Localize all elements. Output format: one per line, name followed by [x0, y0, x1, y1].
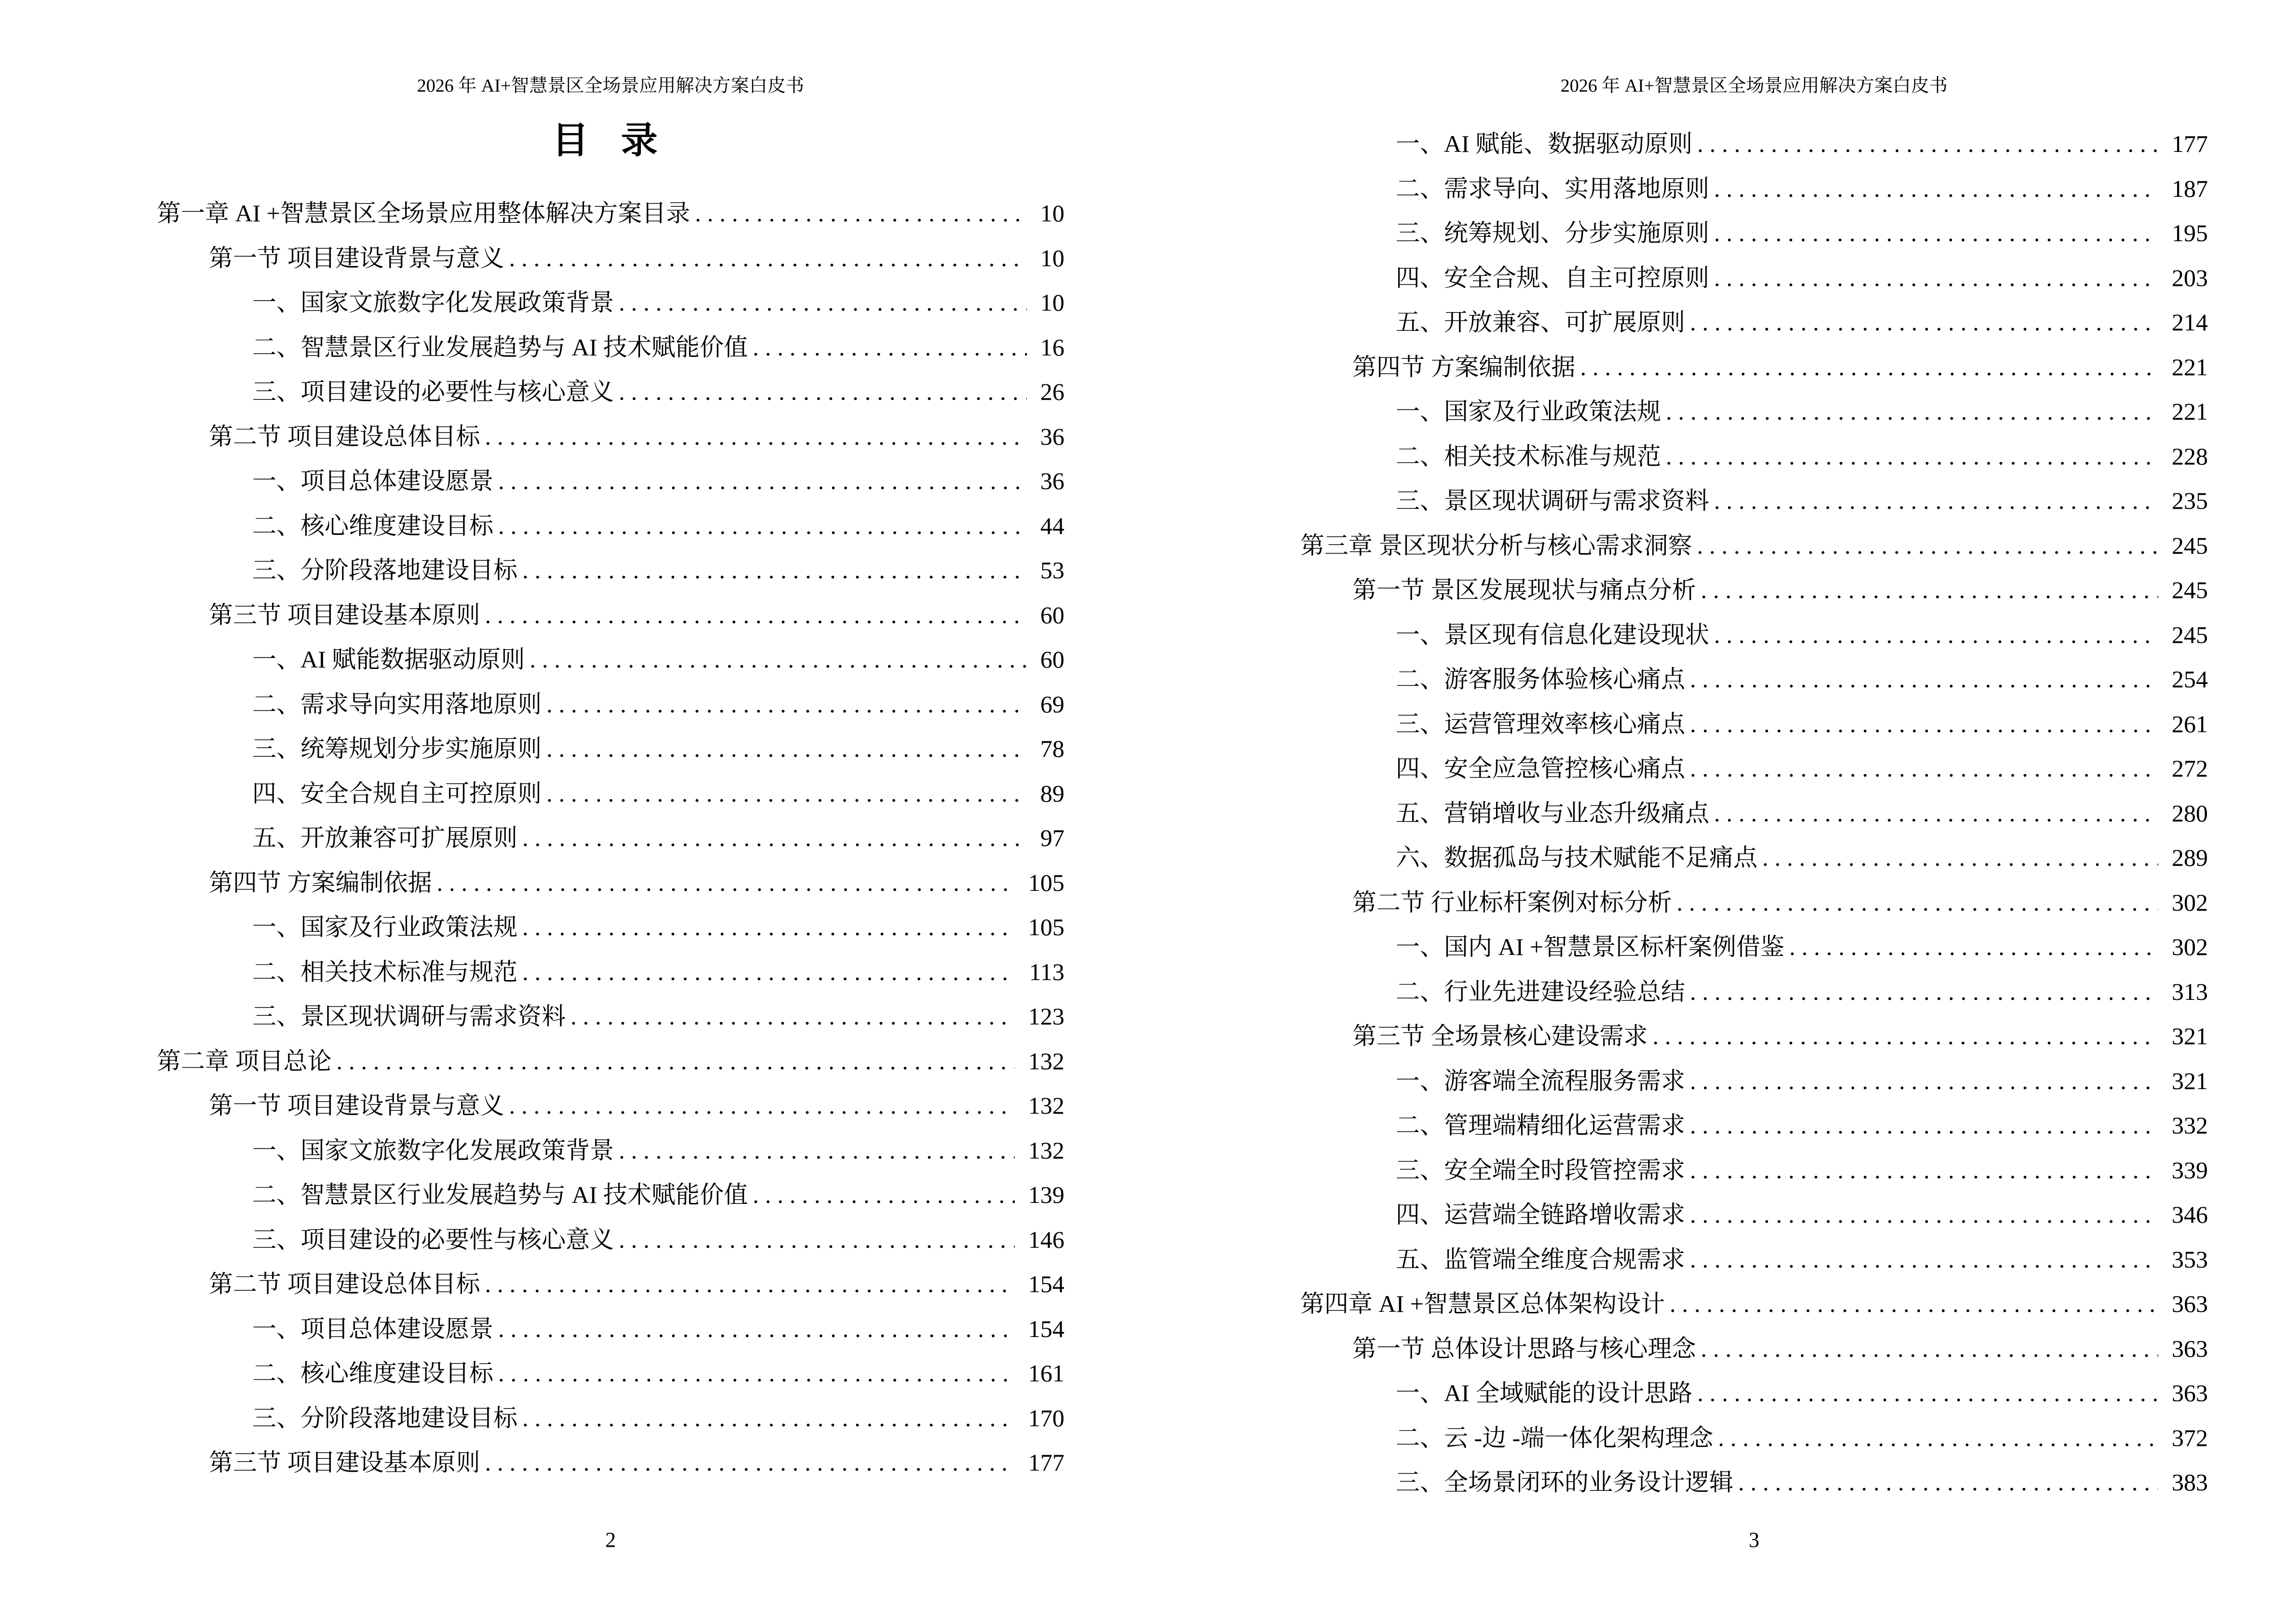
toc-entry[interactable]	[157, 548, 1064, 593]
toc-entry-label: 第一节 项目建设背景与意义	[209, 1092, 504, 1119]
toc-leader-dots	[1697, 122, 2158, 166]
toc-entry[interactable]	[1300, 1237, 2208, 1282]
toc-leader-dots	[619, 1128, 1015, 1173]
toc-entry-label: 第一章 AI +智慧景区全场景应用整体解决方案目录	[157, 200, 690, 227]
toc-entry-page: 289	[2172, 844, 2208, 871]
toc-leader-dots	[1690, 1237, 2158, 1282]
toc-entry-page: 195	[2172, 219, 2208, 246]
toc-entry[interactable]	[157, 504, 1064, 548]
toc-entry[interactable]	[157, 1307, 1064, 1351]
toc-entry-label: 第二节 项目建设总体目标	[209, 1270, 480, 1297]
toc-entry[interactable]	[1300, 434, 2208, 479]
toc-entry[interactable]	[157, 1262, 1064, 1307]
toc-entry-label: 二、相关技术标准与规范	[1396, 442, 1661, 470]
toc-leader-dots	[1690, 657, 2158, 702]
toc-entry-page: 372	[2172, 1424, 2208, 1451]
toc-leader-dots	[1738, 1460, 2158, 1505]
toc-leader-dots	[485, 414, 1027, 459]
toc-leader-dots	[498, 1351, 1015, 1396]
toc-entry-page: 97	[1040, 824, 1064, 851]
toc-entry-page: 36	[1040, 467, 1064, 494]
toc-entry-label: 三、分阶段落地建设目标	[252, 557, 517, 584]
toc-entry[interactable]	[157, 280, 1064, 325]
toc-leader-dots	[498, 504, 1027, 548]
toc-entry-label: 三、统筹规划分步实施原则	[252, 735, 542, 762]
toc-entry-label: 四、安全合规自主可控原则	[252, 779, 542, 807]
toc-entry-label: 二、相关技术标准与规范	[252, 958, 517, 985]
toc-entry-page: 221	[2172, 353, 2208, 381]
toc-entry-label: 二、管理端精细化运营需求	[1396, 1112, 1685, 1139]
toc-entry-label: 第四节 方案编制依据	[209, 869, 432, 896]
toc-leader-dots	[571, 994, 1015, 1039]
toc-leader-dots	[1701, 568, 2159, 613]
toc-leader-dots	[546, 726, 1027, 771]
toc-entry-label: 第四章 AI +智慧景区总体架构设计	[1300, 1290, 1665, 1317]
toc-entry-page: 161	[1028, 1360, 1064, 1387]
toc-leader-dots	[1789, 925, 2158, 969]
toc-entry-page: 332	[2172, 1112, 2208, 1139]
toc-leader-dots	[1718, 1416, 2158, 1460]
toc-entry-page: 272	[2172, 755, 2208, 782]
toc-leader-dots	[1690, 1059, 2158, 1104]
page-3-content	[1300, 0, 2208, 1624]
toc-leader-dots	[619, 1217, 1015, 1262]
toc-entry-label: 第二节 项目建设总体目标	[209, 423, 480, 450]
toc-entry[interactable]	[157, 414, 1064, 459]
toc-leader-dots	[619, 280, 1027, 325]
toc-entry-page: 105	[1028, 869, 1064, 896]
toc-entry-page: 177	[2172, 130, 2208, 157]
toc-entry[interactable]	[1300, 1148, 2208, 1193]
toc-entry-label: 四、运营端全链路增收需求	[1396, 1201, 1685, 1228]
toc-leader-dots	[1653, 1014, 2159, 1059]
toc-leader-dots	[753, 325, 1027, 370]
toc-entry-label: 五、营销增收与业态升级痛点	[1396, 799, 1709, 827]
toc-leader-dots	[1690, 300, 2158, 345]
toc-entry[interactable]	[1300, 345, 2208, 390]
toc-entry-label: 一、项目总体建设愿景	[252, 467, 493, 494]
toc-entry-page: 313	[2172, 978, 2208, 1005]
toc-entry-label: 二、云 -边 -端一体化架构理念	[1396, 1424, 1714, 1451]
toc-entry[interactable]	[1300, 1416, 2208, 1460]
toc-leader-dots	[546, 771, 1027, 816]
toc-entry-label: 一、AI 全域赋能的设计思路	[1396, 1379, 1693, 1406]
toc-entry[interactable]	[157, 325, 1064, 370]
toc-entry[interactable]	[1300, 211, 2208, 256]
toc-entry[interactable]	[1300, 1059, 2208, 1104]
toc-entry-label: 三、统筹规划、分步实施原则	[1396, 219, 1709, 246]
toc-leader-dots	[1714, 166, 2158, 211]
toc-entry-page: 261	[2172, 710, 2208, 737]
toc-entry[interactable]	[1300, 1192, 2208, 1237]
toc-entry[interactable]	[157, 771, 1064, 816]
toc-entry-page: 221	[2172, 398, 2208, 425]
toc-entry[interactable]	[1300, 925, 2208, 969]
toc-entry[interactable]	[1300, 478, 2208, 523]
toc-title: 目 录	[552, 121, 669, 161]
toc-entry-label: 五、开放兼容、可扩展原则	[1396, 309, 1685, 336]
toc-entry-page: 10	[1040, 244, 1064, 272]
toc-leader-dots	[1714, 256, 2158, 300]
toc-entry[interactable]	[1300, 746, 2208, 791]
toc-entry[interactable]	[1300, 1326, 2208, 1371]
toc-entry-label: 三、项目建设的必要性与核心意义	[252, 1226, 614, 1253]
toc-entry[interactable]	[157, 459, 1064, 504]
toc-entry-label: 二、游客服务体验核心痛点	[1396, 666, 1685, 693]
toc-leader-dots	[509, 1083, 1015, 1128]
toc-entry[interactable]	[157, 950, 1064, 995]
toc-entry[interactable]	[1300, 1371, 2208, 1416]
toc-entry-label: 一、项目总体建设愿景	[252, 1315, 493, 1342]
toc-leader-dots	[498, 1307, 1015, 1351]
toc-entry[interactable]	[1300, 613, 2208, 657]
toc-entry-label: 一、国内 AI +智慧景区标杆案例借鉴	[1396, 933, 1784, 960]
toc-leader-dots	[1690, 1148, 2158, 1193]
toc-entry[interactable]	[157, 726, 1064, 771]
toc-entry[interactable]	[157, 1128, 1064, 1173]
toc-entry[interactable]	[157, 1217, 1064, 1262]
toc-leader-dots	[530, 637, 1027, 682]
toc-leader-dots	[1670, 1282, 2158, 1326]
toc-entry-page: 353	[2172, 1245, 2208, 1273]
toc-entry-page: 170	[1028, 1404, 1064, 1432]
toc-entry-label: 三、景区现状调研与需求资料	[252, 1003, 566, 1030]
toc-entry[interactable]	[1300, 702, 2208, 747]
toc-entry[interactable]	[1300, 122, 2208, 166]
toc-entry[interactable]	[1300, 166, 2208, 211]
toc-leader-dots	[498, 459, 1027, 504]
toc-entry-label: 一、国家文旅数字化发展政策背景	[252, 1136, 614, 1164]
toc-entry[interactable]	[1300, 657, 2208, 702]
toc-leader-dots	[753, 1173, 1015, 1217]
toc-entry-page: 105	[1028, 914, 1064, 941]
toc-leader-dots	[1714, 613, 2158, 657]
toc-entry-page: 339	[2172, 1156, 2208, 1184]
toc-entry[interactable]	[157, 236, 1064, 281]
toc-entry-label: 第三章 景区现状分析与核心需求洞察	[1300, 532, 1692, 559]
toc-entry-page: 132	[1028, 1047, 1064, 1075]
page-number-right: 3	[1749, 1528, 1759, 1552]
running-header: 2026 年 AI+智慧景区全场景应用解决方案白皮书	[1560, 76, 1948, 96]
toc-entry[interactable]	[1300, 523, 2208, 568]
toc-entry-label: 四、安全应急管控核心痛点	[1396, 755, 1685, 782]
toc-leader-dots	[1701, 1326, 2159, 1371]
toc-entry-page: 26	[1040, 378, 1064, 405]
toc-leader-dots	[437, 860, 1015, 905]
toc-entry-page: 78	[1040, 735, 1064, 762]
toc-entry-page: 154	[1028, 1315, 1064, 1342]
toc-entry-label: 三、项目建设的必要性与核心意义	[252, 378, 614, 405]
toc-leader-dots	[1580, 345, 2159, 390]
toc-entry-page: 36	[1040, 423, 1064, 450]
toc-leader-dots	[546, 682, 1027, 727]
toc-entry[interactable]	[157, 637, 1064, 682]
toc-entry-label: 三、安全端全时段管控需求	[1396, 1156, 1685, 1184]
toc-entry-page: 123	[1028, 1003, 1064, 1030]
toc-leader-dots	[1697, 523, 2159, 568]
page-2-content	[157, 0, 1064, 1624]
toc-entry-label: 第一节 项目建设背景与意义	[209, 244, 504, 272]
toc-entry-page: 60	[1040, 646, 1064, 673]
toc-entry-page: 132	[1028, 1092, 1064, 1119]
toc-entry[interactable]	[157, 994, 1064, 1039]
toc-entry-page: 245	[2172, 532, 2208, 559]
toc-entry-label: 五、监管端全维度合规需求	[1396, 1245, 1685, 1273]
toc-entry-page: 245	[2172, 621, 2208, 648]
toc-entry[interactable]	[1300, 1014, 2208, 1059]
toc-entry[interactable]	[1300, 791, 2208, 836]
toc-entry[interactable]	[157, 1351, 1064, 1396]
toc-leader-dots	[1714, 791, 2158, 836]
toc-leader-dots	[1714, 211, 2158, 256]
toc-leader-dots	[1666, 434, 2158, 479]
toc-leader-dots	[619, 369, 1027, 414]
toc-entry-label: 一、AI 赋能数据驱动原则	[252, 646, 525, 673]
toc-leader-dots	[1666, 389, 2158, 434]
toc-leader-dots	[1762, 835, 2158, 880]
toc-leader-dots	[1690, 969, 2158, 1014]
toc-entry-label: 一、AI 赋能、数据驱动原则	[1396, 130, 1693, 157]
toc-entry-page: 363	[2172, 1379, 2208, 1406]
toc-entry-page: 214	[2172, 309, 2208, 336]
toc-entry[interactable]	[1300, 568, 2208, 613]
toc-entry[interactable]	[1300, 1282, 2208, 1326]
toc-entry-page: 254	[2172, 666, 2208, 693]
toc-entry-page: 10	[1040, 289, 1064, 316]
toc-leader-dots	[1697, 1371, 2158, 1416]
toc-entry[interactable]	[1300, 389, 2208, 434]
toc-entry-page: 132	[1028, 1136, 1064, 1164]
toc-entry-label: 三、分阶段落地建设目标	[252, 1404, 517, 1432]
toc-entry[interactable]	[1300, 300, 2208, 345]
toc-entry[interactable]	[1300, 256, 2208, 300]
toc-entry-label: 第二节 行业标杆案例对标分析	[1352, 888, 1672, 916]
toc-entry-label: 二、智慧景区行业发展趋势与 AI 技术赋能价值	[252, 333, 748, 361]
toc-leader-dots	[485, 1262, 1015, 1307]
toc-entry-page: 154	[1028, 1270, 1064, 1297]
toc-entry-label: 一、国家文旅数字化发展政策背景	[252, 289, 614, 316]
toc-leader-dots	[485, 593, 1027, 638]
toc-entry-page: 321	[2172, 1023, 2208, 1050]
toc-entry-label: 四、安全合规、自主可控原则	[1396, 264, 1709, 291]
toc-entry-page: 346	[2172, 1201, 2208, 1228]
toc-entry-page: 139	[1028, 1181, 1064, 1208]
toc-entry[interactable]	[157, 1440, 1064, 1485]
toc-entry-page: 187	[2172, 175, 2208, 202]
toc-entry-label: 二、核心维度建设目标	[252, 1360, 493, 1387]
toc-entry-label: 二、需求导向实用落地原则	[252, 690, 542, 718]
toc-entry-page: 363	[2172, 1335, 2208, 1362]
toc-entry-page: 113	[1029, 958, 1064, 985]
toc-entry[interactable]	[157, 816, 1064, 860]
toc-entry-page: 10	[1040, 200, 1064, 227]
toc-entry-label: 一、游客端全流程服务需求	[1396, 1067, 1685, 1094]
toc-entry-label: 五、开放兼容可扩展原则	[252, 824, 517, 851]
toc-entry-page: 16	[1040, 333, 1064, 361]
toc-entry[interactable]	[157, 1083, 1064, 1128]
toc-entry-page: 321	[2172, 1067, 2208, 1094]
toc-entry[interactable]	[157, 1039, 1064, 1084]
toc-entry-page: 228	[2172, 442, 2208, 470]
toc-entry-label: 二、行业先进建设经验总结	[1396, 978, 1685, 1005]
toc-entry[interactable]	[157, 1396, 1064, 1441]
toc-entry[interactable]	[157, 191, 1064, 236]
toc-entry-page: 44	[1040, 512, 1064, 539]
page-3	[1144, 0, 2287, 1624]
toc-entry-label: 三、全场景闭环的业务设计逻辑	[1396, 1469, 1733, 1496]
toc-entry-label: 三、景区现状调研与需求资料	[1396, 487, 1709, 514]
toc-leader-dots	[1690, 702, 2158, 747]
toc-entry-label: 第一节 总体设计思路与核心理念	[1352, 1335, 1696, 1362]
toc-entry-label: 二、核心维度建设目标	[252, 512, 493, 539]
toc-entry-page: 53	[1040, 557, 1064, 584]
toc-leader-dots	[522, 950, 1016, 995]
toc-entry-page: 235	[2172, 487, 2208, 514]
toc-entry[interactable]	[157, 682, 1064, 727]
toc-entry-label: 三、运营管理效率核心痛点	[1396, 710, 1685, 737]
toc-leader-dots	[522, 905, 1015, 950]
toc-entry[interactable]	[157, 369, 1064, 414]
toc-entry-page: 280	[2172, 799, 2208, 827]
toc-leader-dots	[485, 1440, 1015, 1485]
toc-entry-page: 302	[2172, 888, 2208, 916]
toc-entry-page: 245	[2172, 576, 2208, 603]
toc-entry-page: 383	[2172, 1469, 2208, 1496]
toc-leader-dots	[522, 548, 1027, 593]
toc-entry[interactable]	[1300, 1460, 2208, 1505]
toc-entry-page: 177	[1028, 1449, 1064, 1476]
toc-entry-page: 302	[2172, 933, 2208, 960]
toc-leader-dots	[1714, 478, 2158, 523]
toc-leader-dots	[337, 1039, 1015, 1084]
toc-list-right	[1300, 122, 2208, 1505]
toc-leader-dots	[522, 816, 1027, 860]
toc-entry[interactable]	[157, 905, 1064, 950]
toc-list-left	[157, 191, 1064, 1485]
toc-entry-label: 第二章 项目总论	[157, 1047, 332, 1075]
toc-entry-page: 89	[1040, 779, 1064, 807]
toc-leader-dots	[1690, 746, 2158, 791]
toc-entry-page: 69	[1040, 690, 1064, 718]
running-header: 2026 年 AI+智慧景区全场景应用解决方案白皮书	[417, 76, 804, 96]
toc-leader-dots	[522, 1396, 1015, 1441]
toc-entry[interactable]	[157, 1173, 1064, 1217]
toc-entry[interactable]	[1300, 835, 2208, 880]
toc-leader-dots	[1690, 1192, 2158, 1237]
toc-entry-page: 363	[2172, 1290, 2208, 1317]
toc-entry-page: 146	[1028, 1226, 1064, 1253]
toc-leader-dots	[1690, 1103, 2158, 1148]
toc-entry-page: 203	[2172, 264, 2208, 291]
toc-entry-label: 第三节 项目建设基本原则	[209, 1449, 480, 1476]
toc-entry[interactable]	[157, 593, 1064, 638]
toc-entry[interactable]	[157, 860, 1064, 905]
page-number-left: 2	[605, 1528, 616, 1552]
toc-entry-page: 60	[1040, 601, 1064, 628]
toc-entry[interactable]	[1300, 1103, 2208, 1148]
toc-entry-label: 一、景区现有信息化建设现状	[1396, 621, 1709, 648]
toc-entry-label: 一、国家及行业政策法规	[1396, 398, 1661, 425]
toc-leader-dots	[509, 236, 1027, 281]
toc-entry-label: 第四节 方案编制依据	[1352, 353, 1576, 381]
toc-leader-dots	[695, 191, 1027, 236]
toc-entry-label: 第一节 景区发展现状与痛点分析	[1352, 576, 1696, 603]
toc-entry[interactable]	[1300, 880, 2208, 925]
toc-leader-dots	[1677, 880, 2159, 925]
toc-entry-label: 六、数据孤岛与技术赋能不足痛点	[1396, 844, 1757, 871]
toc-entry-label: 一、国家及行业政策法规	[252, 914, 517, 941]
toc-entry-label: 二、智慧景区行业发展趋势与 AI 技术赋能价值	[252, 1181, 748, 1208]
toc-entry-label: 二、需求导向、实用落地原则	[1396, 175, 1709, 202]
toc-entry[interactable]	[1300, 969, 2208, 1014]
toc-entry-label: 第三节 全场景核心建设需求	[1352, 1023, 1648, 1050]
toc-entry-label: 第三节 项目建设基本原则	[209, 601, 480, 628]
